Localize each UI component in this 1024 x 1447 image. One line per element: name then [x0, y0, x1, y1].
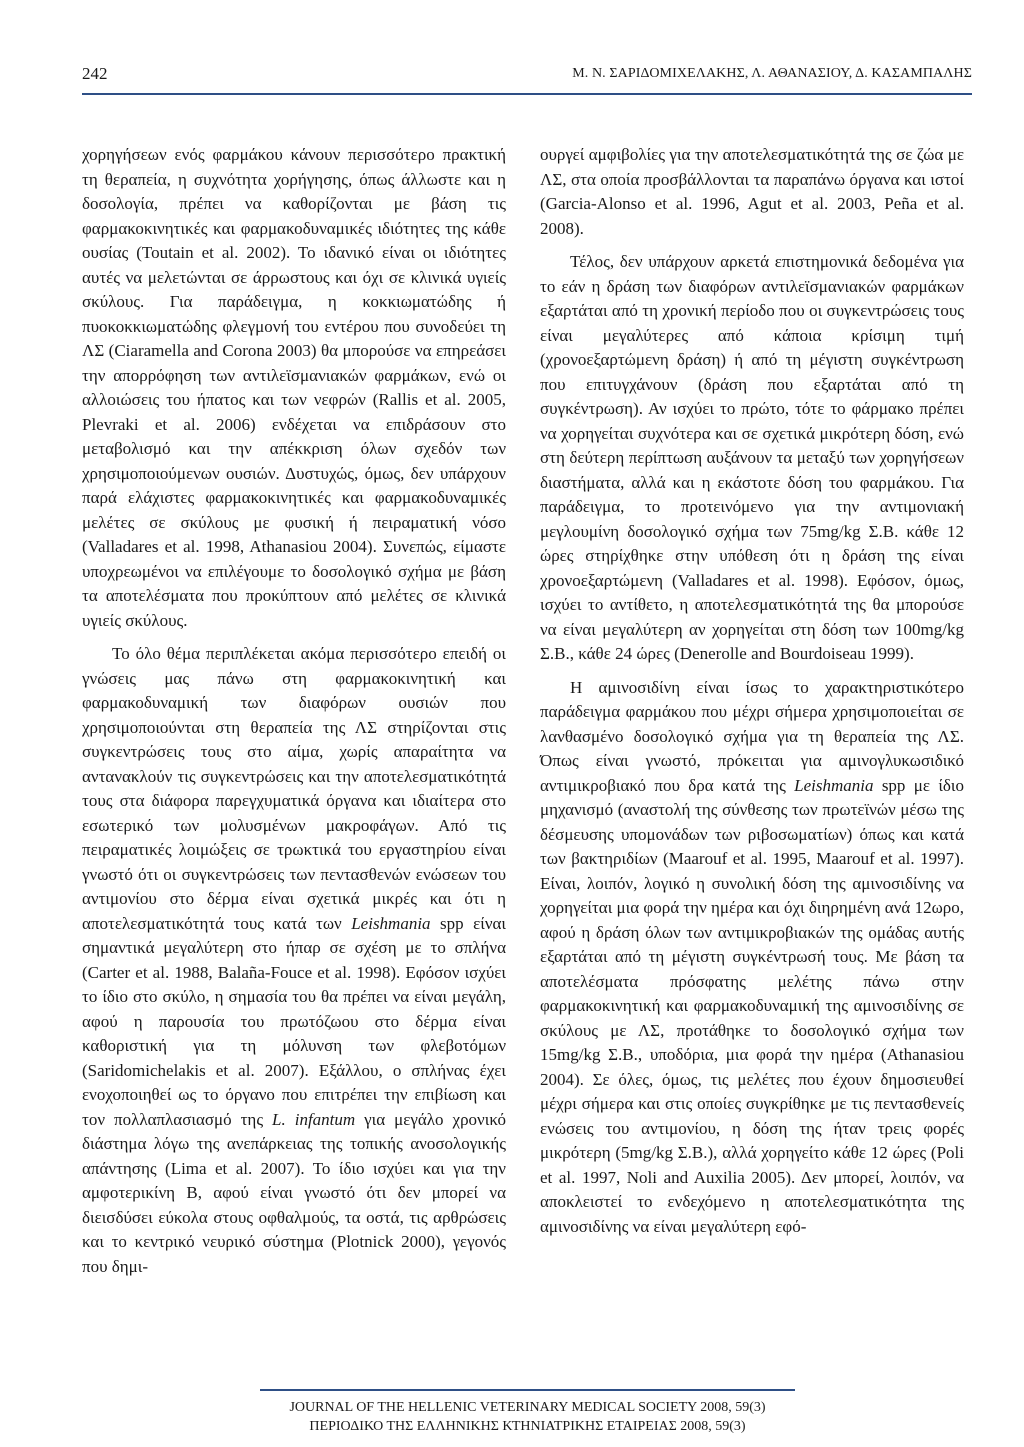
header-rule: [82, 93, 972, 95]
journal-footer: [200, 1398, 855, 1436]
paragraph: [540, 143, 964, 241]
paragraph-text: ουργεί αμφιβολίες για την αποτελεσματικότητά της σε ζώα με ΛΣ, στα οποία προσβάλλονται τα παραπάνω όργανα και ιστοί (Garcia-Alonso et al. 1996, Agut et al. 2003, Peña et al. 2008).: [540, 145, 964, 238]
paragraph-text: Τέλος, δεν υπάρχουν αρκετά επιστημονικά δεδομένα για το εάν η δράση των διαφόρων αντιλεϊσμανιακών φαρμάκων εξαρτάται από τη χρονική περίοδο που οι συγκεντρώσεις τους είναι μεγαλύτερες από κάποια κρίσιμη τιμή (χρονοεξαρτώμενη δράση) ή από τη μέγιστη συγκέντρωση που επιτυγχάνουν (δράση που εξαρτάται από τη συγκέντρωση). Αν ισχύει το πρώτο, τότε το φάρμακο πρέπει να χορηγείται συχνότερα και σε σχετικά μικρότερη δόση, ενώ στη δεύτερη περίπτωση αυξάνουν τα μεταξύ των χορηγήσεων διαστήματα, αλλά και η εκάστοτε δόση του φαρμάκου. Για παράδειγμα, το προτεινόμενο για την αντιμονιακή μεγλουμίνη δοσολογικό σχήμα των 75mg/kg Σ.Β. κάθε 12 ώρες στηρίχθηκε στην υπόθεση ότι η δράση της είναι χρονοεξαρτώμενη (Valladares et al. 1998). Εφόσον, όμως, ισχύει το αντίθετο, η αποτελεσματικότητά της θα μπορούσε να είναι μεγαλύτερη αν χορηγείται στη δόση των 100mg/kg Σ.Β., κάθε 24 ώρες (Denerolle and Bourdoiseau 1999).: [540, 252, 964, 663]
left-column: [82, 143, 506, 1279]
footer-journal-greek: ΠΕΡΙΟΔΙΚΟ ΤΗΣ ΕΛΛΗΝΙΚΗΣ ΚΤΗΝΙΑΤΡΙΚΗΣ ΕΤΑΙΡΕΙΑΣ 2008, 59(3): [309, 1419, 746, 1434]
page-header: [82, 62, 972, 88]
paragraph-text: Η αμινοσιδίνη είναι ίσως το χαρακτηριστικότερο παράδειγμα φαρμάκου που μέχρι σήμερα χρησιμοποιείται σε λανθασμένο δοσολογικό σχήμα για τη θεραπεία της ΛΣ. Όπως είναι γνωστό, πρόκειται για αμινογλυκωσιδικό αντιμικροβιακό που δρα κατά της: [540, 677, 964, 795]
paragraph: [540, 250, 964, 667]
paragraph-text: Το όλο θέμα περιπλέκεται ακόμα περισσότερο επειδή οι γνώσεις μας πάνω στη φαρμακοκινητική και φαρμακοδυναμική των διαφόρων ουσιών που χρησιμοποιούνται στη θεραπεία της ΛΣ στηρίζονται στις συγκεντρώσεις τους στο αίμα, χωρίς απαραίτητα να αντανακλούν τις συγκεντρώσεις και την αποτελεσματικότητά τους στα διάφορα παρεγχυματικά όργανα και ιδιαίτερα στο εσωτερικό των μολυσμένων μακροφάγων. Από τις πειραματικές λοιμώξεις σε τρωκτικά του εργαστηρίου είναι γνωστό ότι οι συγκεντρώσεις των πεντασθενών ενώσεων του αντιμονίου στο δέρμα είναι σχετικά μικρές και ότι η αποτελεσματικότητά τους κατά των: [82, 644, 506, 933]
footer-journal-english: JOURNAL OF THE HELLENIC VETERINARY MEDICAL SOCIETY 2008, 59(3): [289, 1400, 766, 1415]
paragraph-text: spp με ίδιο μηχανισμό (αναστολή της σύνθεσης των πρωτεϊνών μέσω της δέσμευσης υπομονάδων των ριβοσωματίων) όπως και κατά των βακτηριδίων (Maarouf et al. 1995, Maarouf et al. 1997). Είναι, λοιπόν, λογικό η συνολική δόση της αμινοσιδίνης να χορηγείται μια φορά την ημέρα και όχι διηρημένη ανά 12ωρο, αφού η δράση όλων των αντιμικροβιακών της ομάδας αυτής εξαρτάται από τη μέγιστη συγκέντρωσή τους. Με βάση τα αποτελέσματα πρόσφατης μελέτης πάνω στην φαρμακοκινητική και φαρμακοδυναμική της αμινοσιδίνης σε σκύλους με ΛΣ, προτάθηκε το δοσολογικό σχήμα των 15mg/kg Σ.Β., υποδόρια, μια φορά την ημέρα (Athanasiou 2004). Σε όλες, όμως, τις μελέτες που έχουν δημοσιευθεί μέχρι σήμερα και στις οποίες συγκρίθηκε με τις πεντασθενείς ενώσεις του αντιμονίου, η δόση της ήταν τρεις φορές μικρότερη (5mg/kg Σ.Β.), αλλά χορηγείτο κάθε 12 ώρες (Poli et al. 1997, Noli and Auxilia 2005). Δεν μπορεί, λοιπόν, να αποκλειστεί το ενδεχόμενο η αποτελεσματικότητα της αμινοσιδίνης να είναι μεγαλύτερη εφό-: [540, 775, 965, 1236]
paragraph-text: χορηγήσεων ενός φαρμάκου κάνουν περισσότερο πρακτική τη θεραπεία, η συχνότητα χορήγησης, όπως άλλωστε και η δοσολογία, πρέπει να καθορίζονται με βάση τις φαρμακοκινητικές και φαρμακοδυναμικές ιδιότητες της κάθε ουσίας (Toutain et al. 2002). Το ιδανικό είναι οι ιδιότητες αυτές να μελετώνται σε άρρωστους και όχι σε κλινικά υγιείς σκύλους. Για παράδειγμα, η κοκκιωματώδης ή πυοκοκκιωματώδης φλεγμονή του εντέρου που συνοδεύει τη ΛΣ (Ciaramella and Corona 2003) θα μπορούσε να επηρεάσει την απορρόφηση των αντιλεϊσμανιακών φαρμάκων, ενώ οι αλλοιώσεις του ήπατος και των νεφρών (Rallis et al. 2005, Plevraki et al. 2006) ενδέχεται να επιδράσουν στο μεταβολισμό και την απέκκριση όλων σχεδόν των χρησιμοποιούμενων ουσιών. Δυστυχώς, όμως, δεν υπάρχουν παρά ελάχιστες φαρμακοκινητικές και φαρμακοδυναμικές μελέτες σε σκύλους με φυσική ή πειραματική νόσο (Valladares et al. 1998, Athanasiou 2004). Συνεπώς, είμαστε υποχρεωμένοι να επιλέγουμε το δοσολογικό σχήμα με βάση τα αποτελέσματα που προκύπτουν από μελέτες σε κλινικά υγιείς σκύλους.: [82, 145, 506, 630]
species-name: L. infantum: [272, 1109, 356, 1129]
genus-name: Leishmania: [351, 913, 431, 933]
paragraph: [82, 143, 506, 633]
paragraph: [540, 676, 964, 1240]
paragraph-text: spp είναι σημαντικά μεγαλύτερη στο ήπαρ σε σχέση με το σπλήνα (Carter et al. 1988, Balaña-Fouce et al. 1998). Εφόσον ισχύει το ίδιο στο σκύλο, η σημασία του θα πρέπει να είναι μεγάλη, αφού η παρουσία του πρωτόζωου στο δέρμα είναι καθοριστική για τη μόλυνση των φλεβοτόμων (Saridomichelakis et al. 2007). Εξάλλου, ο σπλήνας έχει ενοχοποιηθεί ως το όργανο που επιτρέπει την επιβίωση και τον πολλαπλασιασμό της: [82, 913, 506, 1129]
paragraph-text: για μεγάλο χρονικό διάστημα λόγω της ανεπάρκειας της τοπικής ανοσολογικής απάντησης (Lima et al. 2007). Το ίδιο ισχύει και για την αμφοτερικίνη Β, αφού είναι γνωστό ότι δεν μπορεί να διεισδύσει εύκολα στους οφθαλμούς, τα οστά, τις αρθρώσεις και το κεντρικό νευρικό σύστημα (Plotnick 2000), γεγονός που δημι-: [82, 1109, 507, 1276]
footer-rule: [260, 1389, 795, 1391]
right-column: [540, 143, 964, 1239]
genus-name: Leishmania: [794, 775, 874, 795]
page-number: 242: [82, 64, 108, 83]
running-head-authors: Μ. Ν. ΣΑΡΙΔΟΜΙΧΕΛΑΚΗΣ, Λ. ΑΘΑΝΑΣΙΟΥ, Δ. ΚΑΣΑΜΠΑΛΗΣ: [572, 66, 972, 81]
paragraph: [82, 642, 506, 1279]
